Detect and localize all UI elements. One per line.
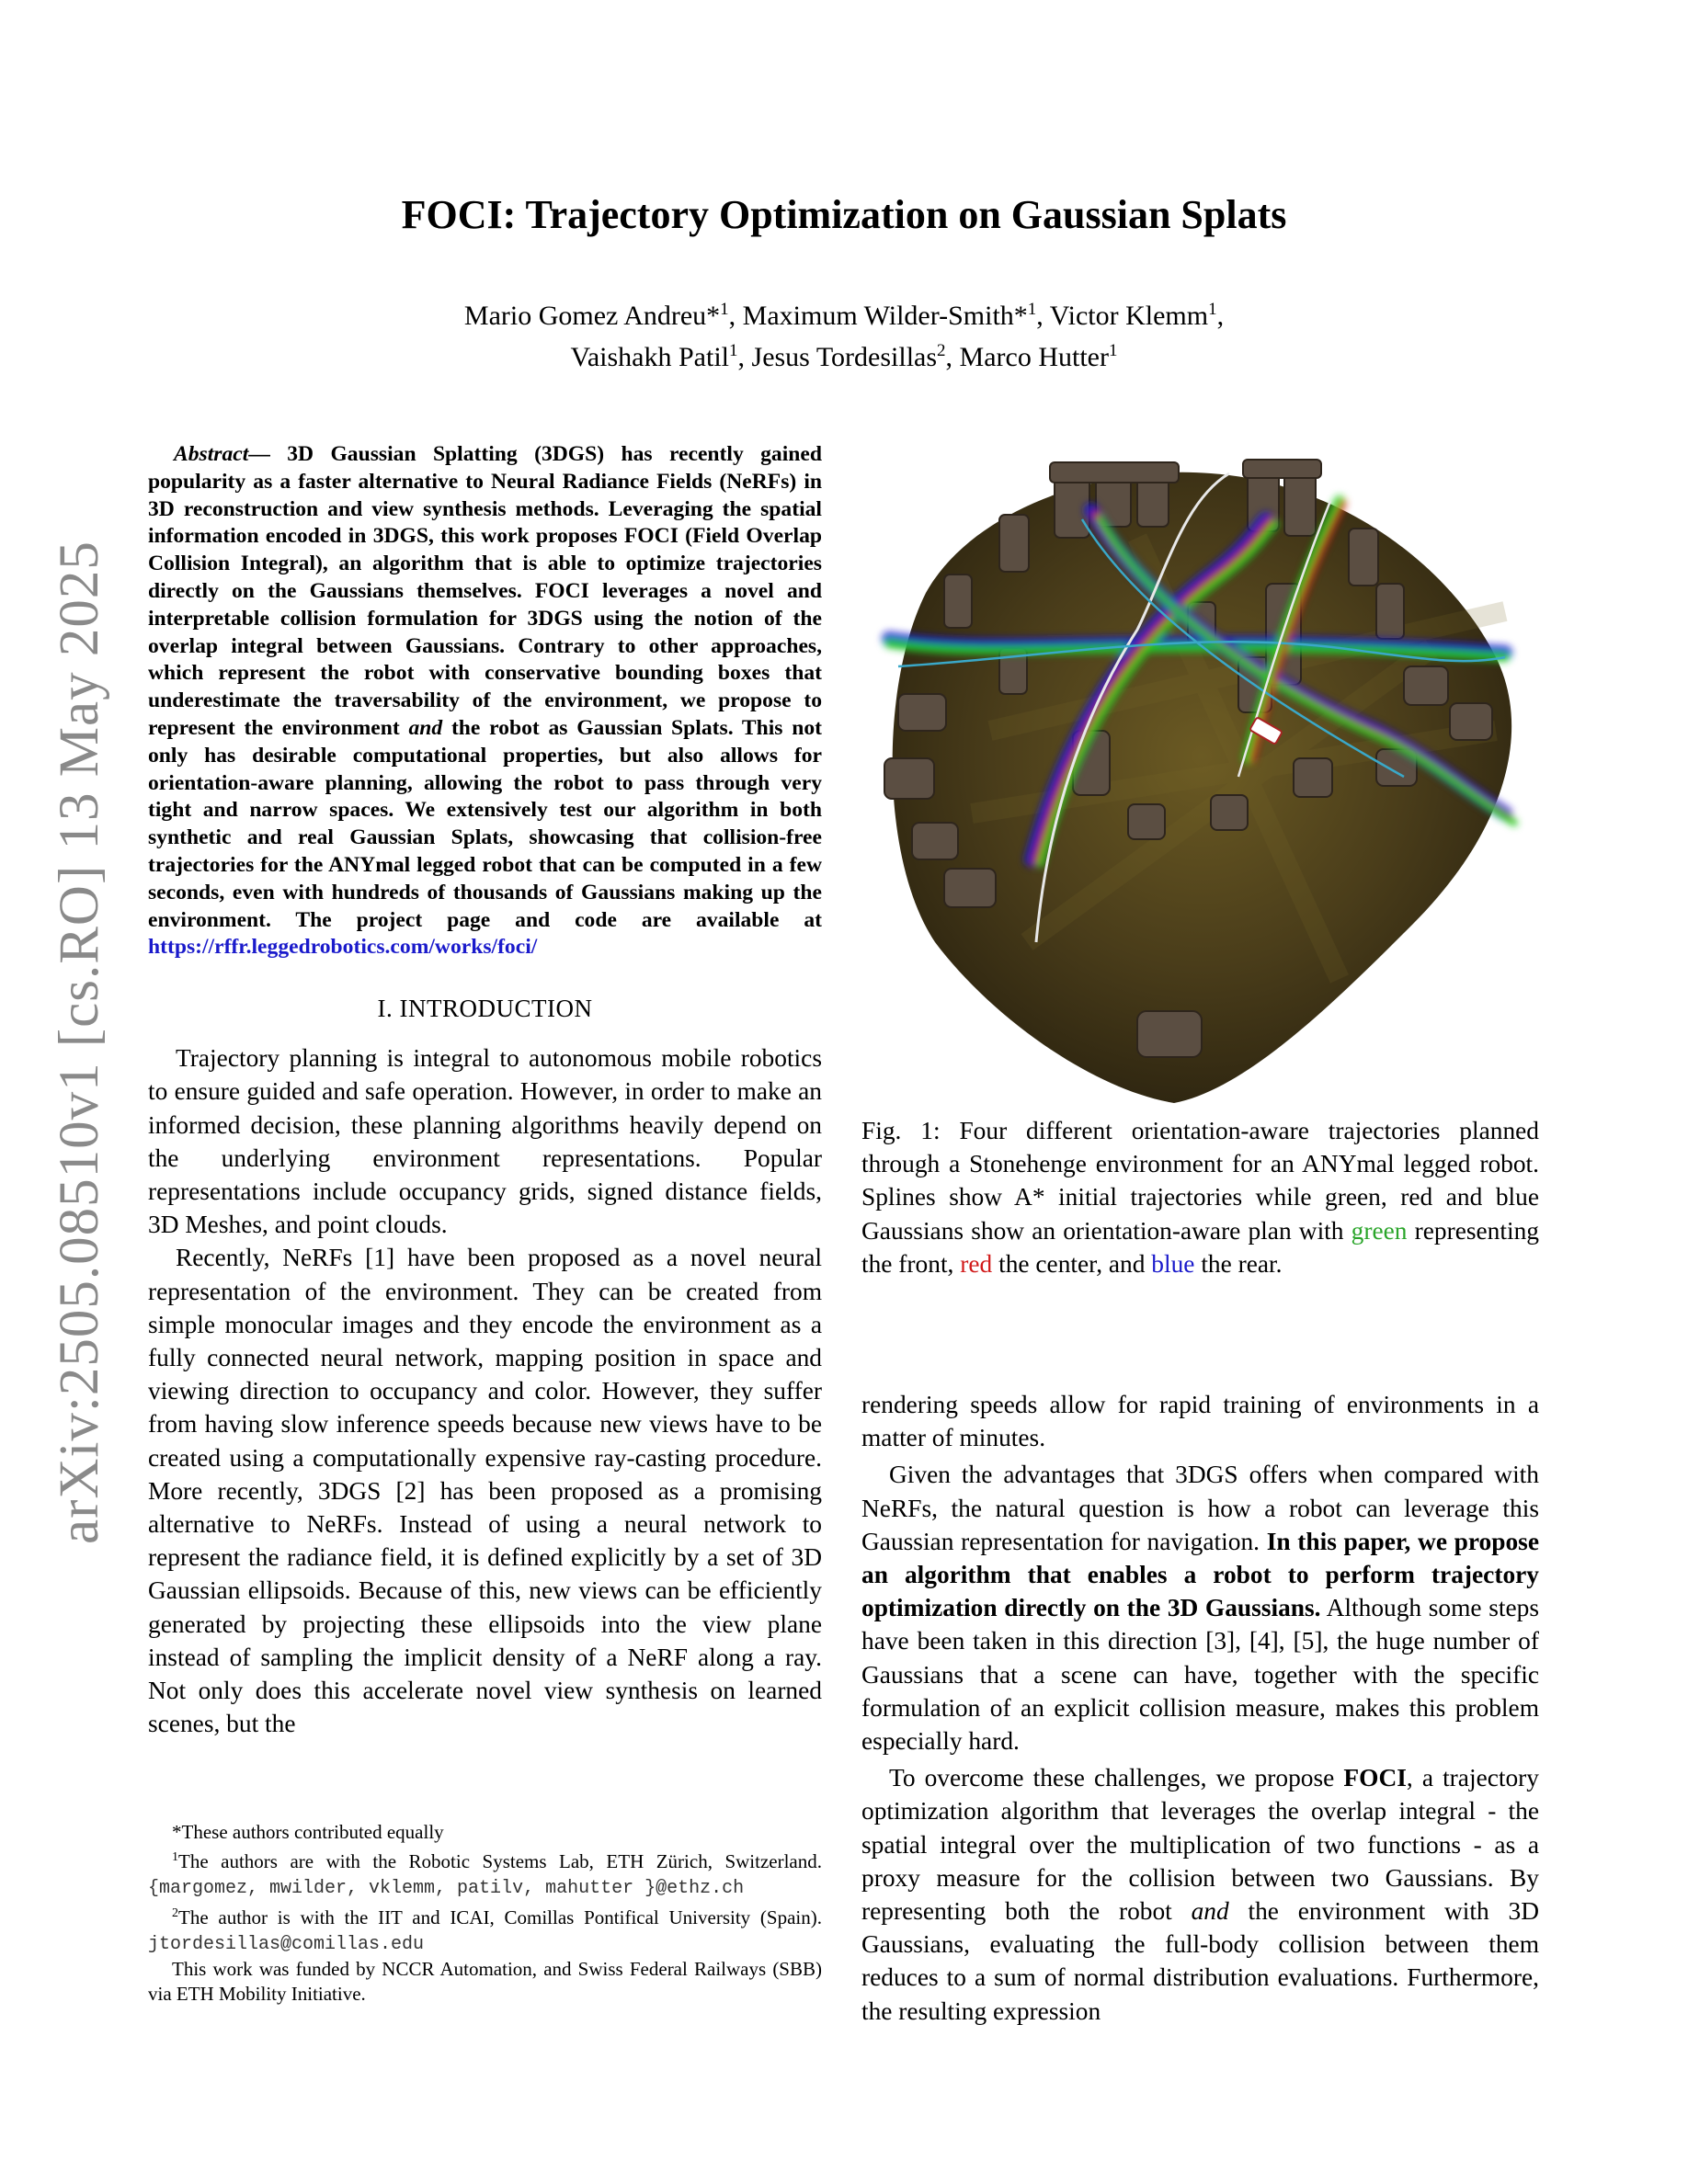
caption-text: Fig. 1: Four different orientation-aware trajectories planned through a Stonehenge environment for an ANYmal legged robot. Splines show A* initial trajectories while green, red and blue Gaussians show an orientation-aware plan with bbox=[861, 1117, 1539, 1245]
author-line-1: Mario Gomez Andreu*$^1$, Maximum Wilder-Smith*$^1$, Victor Klemm$^1$, bbox=[463, 300, 1225, 331]
paragraph-text: Although some steps have been taken in this direction [3], [4], [5], the huge number of Gaussians that a scene can have, together with the specific formulation of an explicit collision measure, makes this problem especially hard. bbox=[861, 1594, 1539, 1756]
caption-blue-word: blue bbox=[1151, 1249, 1195, 1278]
footnote-sup: 1 bbox=[172, 1850, 178, 1864]
paragraph-rendering-speeds: rendering speeds allow for rapid training of environments in a matter of minutes. bbox=[861, 1391, 1539, 1452]
author-name: Marco Hutter bbox=[959, 342, 1109, 372]
paragraph-emphasis: and bbox=[1191, 1897, 1229, 1926]
footnote-affiliation-2 bbox=[148, 1901, 822, 1957]
caption-text: representing the front, bbox=[861, 1216, 1539, 1278]
footnote-email: jtordesillas@comillas.edu bbox=[148, 1934, 425, 1955]
paragraph-text: Given the advantages that 3DGS offers when compared with NeRFs, the natural question is how a robot can leverage this Gaussian representation for navigation. bbox=[861, 1461, 1539, 1555]
author-list bbox=[0, 292, 1688, 375]
footnote-emails: {margomez, mwilder, vklemm, patilv, mahutter }@ethz.ch bbox=[148, 1878, 745, 1899]
affiliation-sup: 1 bbox=[720, 300, 729, 319]
abstract bbox=[148, 441, 822, 961]
footnotes bbox=[148, 1820, 822, 2007]
author-name: Victor Klemm bbox=[1049, 301, 1209, 331]
abstract-text: 3D Gaussian Splatting (3DGS) has recently gained popularity as a faster alternative to Neural Radiance Fields (NeRFs) in 3D reconstruction and view synthesis methods. Leveraging the spatial information encoded in 3DGS, this work proposes FOCI (Field Overlap Collision Integral), an algorithm that is able to optimize trajectories directly on the Gaussians themselves. FOCI leverages a novel and interpretable collision formulation for 3DGS using the notion of the overlap integral between Gaussians. Contrary to other approaches, which represent the robot with conservative bounding boxes that underestimate the traversability of the environment, we propose to represent the environment bbox=[148, 442, 822, 740]
intro-paragraph-2: Recently, NeRFs [1] have been proposed as a novel neural representation of the environment. They can be created from simple monocular images and they encode the environment as a fully connected neural network, mapping position in space and viewing direction to occupancy and color. However, they suffer from having slow inference speeds because new views have to be created using a computationally expensive ray-casting procedure. More recently, 3DGS [2] has been proposed as a promising alternative to NeRFs. Instead of using a neural network to represent the radiance field, it is defined explicitly by a set of 3D Gaussian ellipsoids. Because of this, new views can be efficiently generated by projecting these ellipsoids into the view plane instead of sampling the implicit density of a NeRF along a ray. Not only does this accelerate novel view synthesis on learned scenes, but the bbox=[148, 1244, 822, 1738]
footnote-sup: 2 bbox=[172, 1906, 178, 1920]
footnote-equal-contribution: *These authors contributed equally bbox=[172, 1821, 444, 1843]
caption-red-word: red bbox=[960, 1249, 993, 1278]
author-line-2: Vaishakh Patil$^1$, Jesus Tordesillas$^2$, Marco Hutter$^1$ bbox=[570, 341, 1118, 372]
caption-text: the center, and bbox=[992, 1249, 1152, 1278]
paragraph-text: the environment with 3D Gaussians, evaluating the full-body collision between them reduces to a sum of normal distribution evaluations. Furthermore, the resulting expression bbox=[861, 1897, 1539, 2025]
footnote-funding: This work was funded by NCCR Automation, and Swiss Federal Railways (SBB) via ETH Mobility Initiative. bbox=[148, 1958, 822, 2005]
paragraph-advantages bbox=[861, 1458, 1539, 1757]
intro-paragraph-1: Trajectory planning is integral to autonomous mobile robotics to ensure guided and safe operation. However, in order to make an informed decision, these planning algorithms heavily depend on the underlying environment representations. Popular representations include occupancy grids, signed distance fields, 3D Meshes, and point clouds. bbox=[148, 1044, 822, 1239]
affiliation-sup: 1 bbox=[729, 341, 738, 360]
section-heading-introduction: I. INTRODUCTION bbox=[377, 995, 593, 1023]
author-name: Vaishakh Patil bbox=[570, 342, 730, 372]
contribution-statement: In this paper, we propose an algorithm that enables a robot to perform trajectory optimization directly on the 3D Gaussians. bbox=[861, 1527, 1539, 1622]
figure-stonehenge-trajectories bbox=[861, 427, 1539, 1108]
footnote-text: The authors are with the Robotic Systems Lab, ETH Zürich, Switzerland. bbox=[178, 1850, 822, 1872]
left-column bbox=[148, 441, 822, 1740]
author-name: Maximum Wilder-Smith* bbox=[742, 301, 1028, 331]
paragraph-text: To overcome these challenges, we propose bbox=[889, 1764, 1344, 1792]
affiliation-sup: 1 bbox=[1108, 341, 1118, 360]
abstract-emphasis: and bbox=[408, 715, 443, 740]
footnote-affiliation-1 bbox=[148, 1845, 822, 1901]
project-page-link[interactable]: https://rffr.leggedrobotics.com/works/foci/ bbox=[148, 935, 538, 960]
footnote-text: The author is with the IIT and ICAI, Comillas Pontifical University (Spain). bbox=[178, 1906, 822, 1928]
caption-green-word: green bbox=[1351, 1216, 1408, 1245]
affiliation-sup: 1 bbox=[1027, 300, 1037, 319]
figure-image bbox=[861, 427, 1539, 1108]
foci-name: FOCI bbox=[1343, 1764, 1407, 1792]
abstract-lead: Abstract bbox=[174, 442, 249, 466]
right-column-text bbox=[861, 1388, 1539, 2031]
paper-title: FOCI: Trajectory Optimization on Gaussian Splats bbox=[401, 192, 1287, 237]
caption-text: the rear. bbox=[1194, 1249, 1283, 1278]
abstract-text-cont: the robot as Gaussian Splats. This not only has desirable computational properties, but also allows for orientation-aware planning, allowing the robot to pass through very tight and narrow spaces. We extensively test our algorithm in both synthetic and real Gaussian Splats, showcasing that collision-free trajectories for the ANYmal legged robot that can be computed in a few seconds, even with hundreds of thousands of Gaussians making up the environment. The project page and code are available at bbox=[148, 715, 823, 932]
author-name: Jesus Tordesillas bbox=[751, 342, 938, 372]
abstract-dash: — bbox=[248, 442, 270, 466]
paragraph-text: , a trajectory optimization algorithm that leverages the overlap integral - the spatial integral over the multiplication of two functions - as a proxy measure for the collision between two Gaussians. By representing both the robot bbox=[861, 1764, 1540, 1926]
author-name: Mario Gomez Andreu* bbox=[463, 301, 721, 331]
affiliation-sup: 2 bbox=[937, 341, 946, 360]
arxiv-identifier-stamp: arXiv:2505.08510v1 [cs.RO] 13 May 2025 bbox=[49, 540, 110, 1544]
affiliation-sup: 1 bbox=[1208, 300, 1217, 319]
figure-caption bbox=[861, 1114, 1539, 1280]
ground-terrain bbox=[893, 472, 1511, 1103]
paragraph-foci-overview bbox=[861, 1761, 1539, 2028]
